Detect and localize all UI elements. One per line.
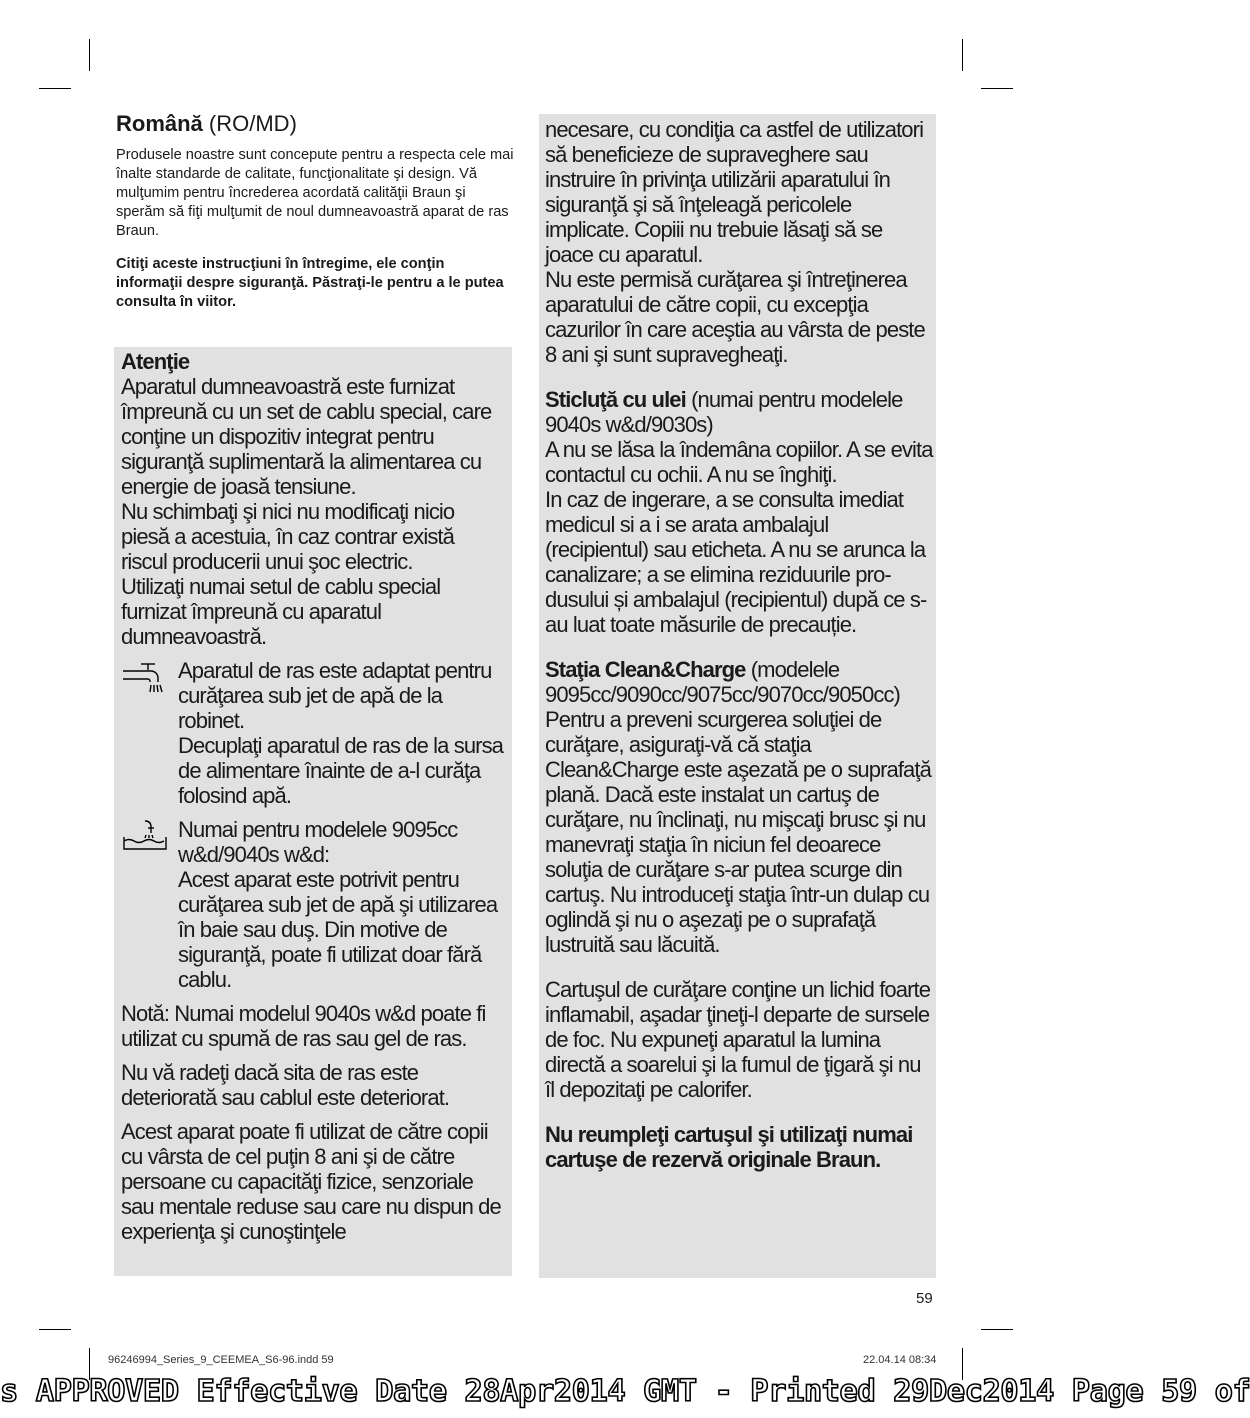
note-paragraph: Notă: Numai modelul 9040s w&d poate fi utilizat cu spumă de ras sau gel de ras. bbox=[121, 1001, 486, 1051]
oil-paragraph: In caz de ingerare, a se consulta imediat medicul si a i se arata ambalajul (recipientul) sau eticheta. A nu se arunca la canalizare; a se elimina reziduurile pro-dusului și ambalajul (recipientul) după ce s-au luat toate măsurile de precauție. bbox=[545, 487, 927, 637]
station-models: (modelele 9095cc/9090cc/9075cc/9070cc/9050cc) bbox=[545, 657, 900, 707]
crop-mark bbox=[981, 1329, 1013, 1330]
language-name: Română bbox=[116, 111, 203, 136]
bathtub-shower-icon bbox=[121, 819, 169, 859]
oil-heading: Sticluţă cu ulei bbox=[545, 387, 686, 412]
oil-models: (numai pentru modelele 9040s w&d/9030s) bbox=[545, 387, 903, 437]
station-section-title bbox=[545, 657, 933, 707]
warning-paragraph: Utilizaţi numai setul de cablu special furnizat împreună cu aparatul dumneavoastră. bbox=[121, 574, 441, 649]
footer-datetime: 22.04.14 08:34 bbox=[863, 1354, 937, 1366]
instructions-notice: Citiţi aceste instrucţiuni în întregime, ele conţin informaţii despre siguranţă. Păstraţi-le pentru a le putea consulta în viitor. bbox=[116, 256, 504, 310]
cartridge-paragraph: Cartuşul de curăţare conţine un lichid foarte inflamabil, aşadar ţineţi-l departe de sursele de foc. Nu expuneţi aparatul la lumina directă a soarelui şi la fumul de ţigară şi nu îl depozitaţi pe calorifer. bbox=[545, 977, 931, 1102]
bath-paragraph: Acest aparat este potrivit pentru curăţarea sub jet de apă şi utilizarea în baie sau duş. Din motive de siguranţă, poate fi utilizat doar fără cablu. bbox=[178, 867, 498, 992]
children-paragraph: Acest aparat poate fi utilizat de către copii cu vârsta de cel puţin 8 ani şi de către persoane cu capacităţi fizice, senzoriale sau mentale reduse sau care nu dispun de experienţa şi cunoştinţele bbox=[121, 1119, 501, 1244]
language-code: (RO/MD) bbox=[208, 111, 297, 136]
oil-paragraph: A nu se lăsa la îndemâna copiilor. A se evita contactul cu ochii. A nu se înghiţi. bbox=[545, 437, 933, 487]
safety-box bbox=[539, 114, 936, 1278]
continued-paragraph: necesare, cu condiţia ca astfel de utilizatori să beneficieze de supraveghere sau instruire în privinţa utilizării aparatului în siguranţă şi să înţeleagă pericolele implicate. Copiii nu trebuie lăsaţi să se joace cu aparatul. bbox=[545, 117, 924, 267]
station-heading: Staţia Clean&Charge bbox=[545, 657, 746, 682]
crop-mark bbox=[962, 39, 963, 71]
warning-heading bbox=[121, 349, 505, 374]
language-title bbox=[116, 110, 514, 138]
crop-mark bbox=[39, 1329, 71, 1330]
tap-cleaning-section bbox=[121, 658, 505, 808]
warning-heading-text: Atenţie bbox=[121, 349, 190, 374]
crop-mark bbox=[39, 88, 71, 89]
bath-section bbox=[121, 817, 505, 992]
footer-file: 96246994_Series_9_CEEMEA_S6-96.indd 59 bbox=[108, 1354, 334, 1366]
intro-section bbox=[116, 110, 514, 312]
refill-warning bbox=[545, 1122, 933, 1172]
crop-mark bbox=[89, 39, 90, 71]
warning-paragraph: Aparatul dumneavoastră este furnizat împreună cu un set de cablu special, care conţine un dispozitiv integrat pentru siguranţă suplimentară la alimentarea cu energie de joasă tensiune. bbox=[121, 374, 492, 499]
approval-stamp: s APPROVED Effective Date 28Apr2014 GMT - Printed 29Dec2014 Page 59 of bbox=[0, 1374, 1250, 1409]
tap-paragraph: Decuplaţi aparatul de ras de la sursa de alimentare înainte de a-l curăţa folosind apă. bbox=[178, 733, 504, 808]
station-paragraph: Pentru a preveni scurgerea soluţiei de curăţare, asiguraţi-vă că staţia Clean&Charge este aşezată pe o suprafaţă plană. Dacă este instalat un cartuş de curăţare, nu înclinaţi, nu mişcaţi brusc şi nu manevraţi staţia în niciun fel deoarece soluţia de curăţare s-ar putea scurge din cartuş. Nu introduceţi staţia într-un dulap cu oglindă şi nu o aşezaţi pe o suprafaţă lustruită sau lăcuită. bbox=[545, 707, 931, 957]
warning-box bbox=[114, 347, 512, 1276]
bath-paragraph: Numai pentru modelele 9095cc w&d/9040s w&d: bbox=[178, 817, 458, 867]
warning-paragraph: Nu schimbaţi şi nici nu modificaţi nicio piesă a acestuia, în caz contrar există riscul producerii unui şoc electric. bbox=[121, 499, 455, 574]
tap-paragraph: Aparatul de ras este adaptat pentru curăţarea sub jet de apă de la robinet. bbox=[178, 658, 492, 733]
cleaning-paragraph: Nu este permisă curăţarea şi întreţinerea aparatului de către copii, cu excepţia cazurilor în care aceştia au vârsta de peste 8 ani şi sunt supravegheaţi. bbox=[545, 267, 925, 367]
oil-section-title bbox=[545, 387, 933, 437]
intro-paragraph: Produsele noastre sunt concepute pentru a respecta cele mai înalte standarde de calitate, funcţionalitate şi design. Vă mulţumim pentru încrederea acordată calităţii Braun şi sperăm să fiţi mulţumit de noul dumneavoastră aparat de ras Braun. bbox=[116, 147, 514, 239]
faucet-water-icon bbox=[121, 660, 169, 700]
page-number: 59 bbox=[916, 1290, 933, 1307]
refill-warning-text: Nu reumpleţi cartuşul şi utilizaţi numai cartuşe de rezervă originale Braun. bbox=[545, 1122, 913, 1172]
damage-paragraph: Nu vă radeţi dacă sita de ras este deteriorată sau cablul este deteriorat. bbox=[121, 1060, 450, 1110]
crop-mark bbox=[981, 88, 1013, 89]
